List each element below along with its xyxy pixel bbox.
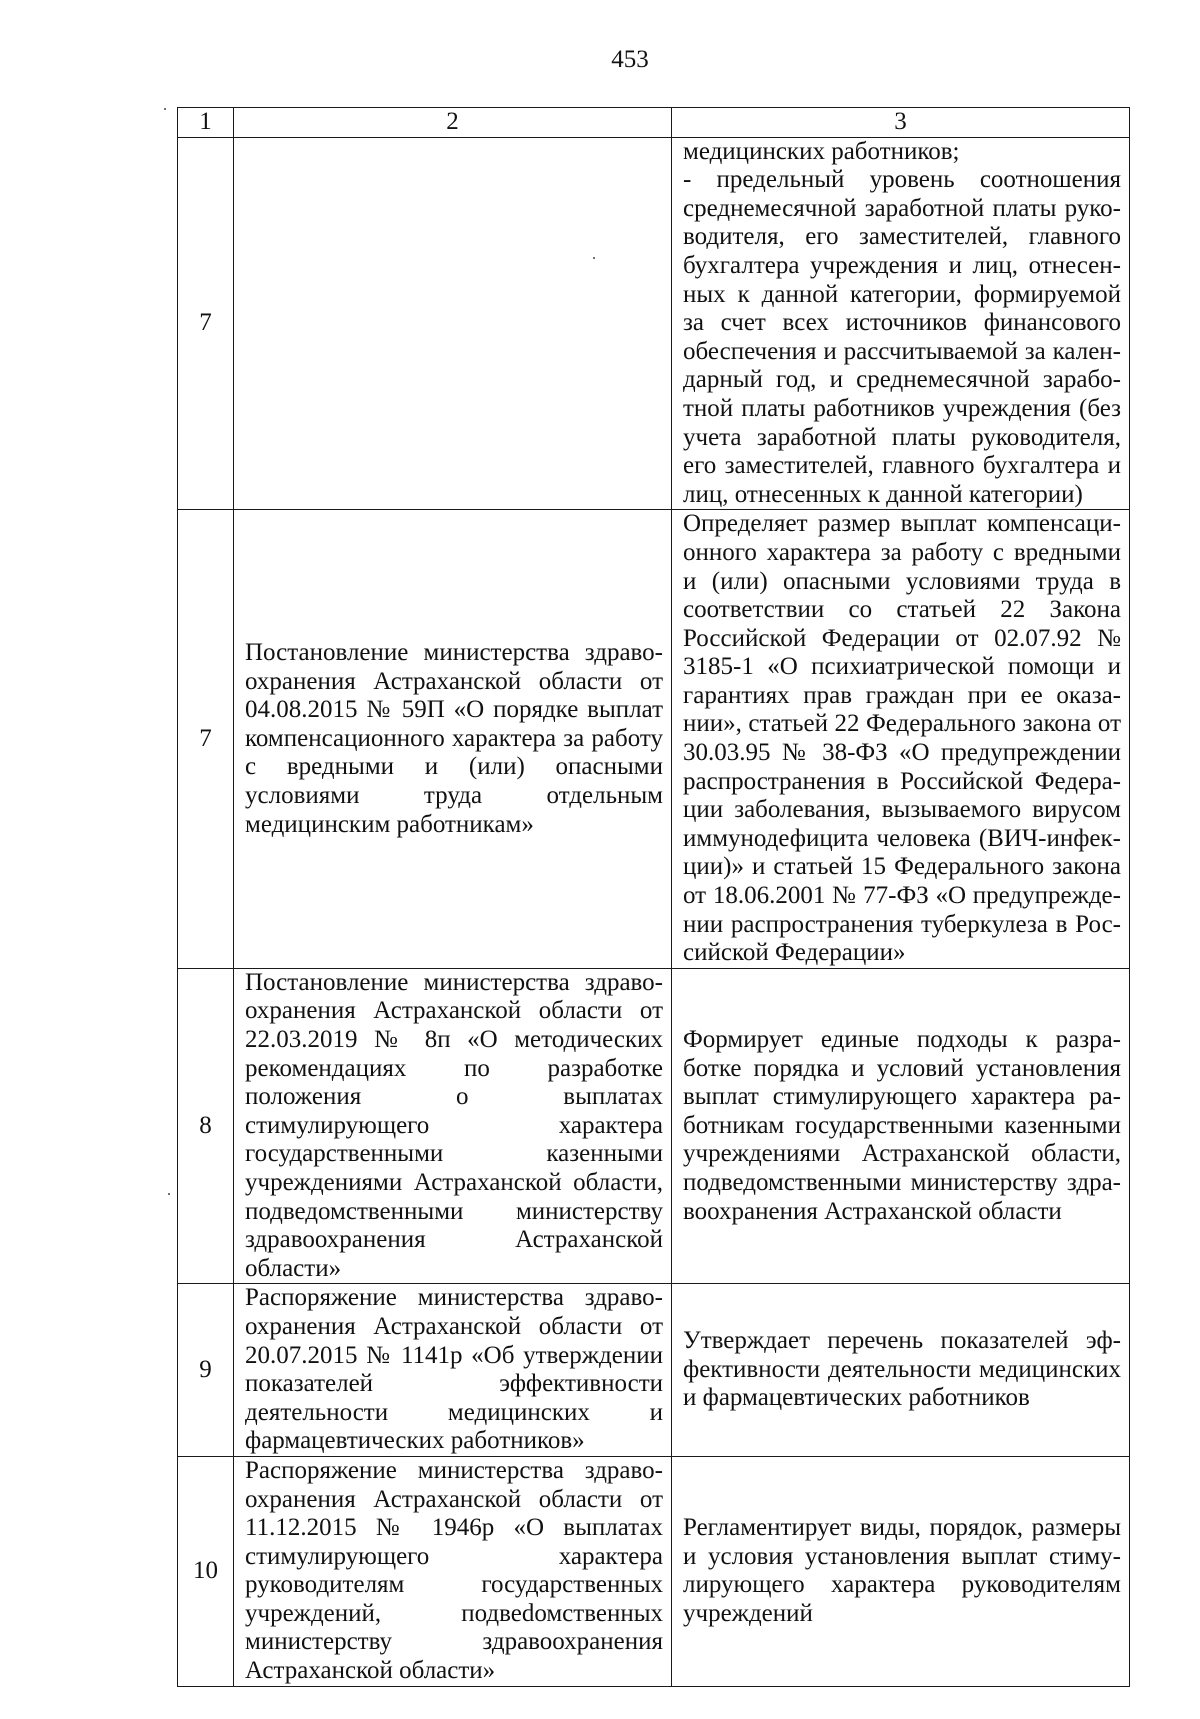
row-number: 10 [178, 1456, 234, 1686]
row-document: Распоряжение министерства здравоохранения Астраханской области от 11.12.2015 № 1946р «О выплатах стимулирующего характера руководителям государственных учреждений, подвеdомственных министерству здравоохранения Астраханской области» [234, 1456, 672, 1686]
row-number: 7 [178, 137, 234, 510]
row-description: Регламентирует виды, порядок, размеры и условия установления выплат стимулирующего характера руководителям учреждений [672, 1456, 1130, 1686]
row-number: 9 [178, 1284, 234, 1457]
table-row [178, 968, 1130, 1284]
table-header-row [178, 108, 1130, 138]
table-row [178, 510, 1130, 969]
table-row [178, 1456, 1130, 1686]
row-document [234, 137, 672, 510]
table-row [178, 1284, 1130, 1457]
row-description: Определяет размер выплат компенсационного характера за работу с вредными и (или) опасными условиями труда в соответствии со статьей 22 Закона Российской Федерации от 02.07.92 № 3185-1 «О психиатрической помощи и гарантиях прав граждан при ее оказании», статьей 22 Федерального закона от 30.03.95 № 38-ФЗ «О предупреждении распространения в Российской Федерации заболевания, вызываемого вирусом иммунодефицита человека (ВИЧ-инфекции)» и статьей 15 Федерального закона от 18.06.2001 № 77-ФЗ «О предупреждении распространения туберкулеза в Российской Федерации» [672, 510, 1130, 969]
regulations-table [177, 107, 1130, 1687]
row-document: Распоряжение министерства здравоохранения Астраханской области от 20.07.2015 № 1141р «Об утверждении показателей эффективности деятельности медицинских и фармацевтических работников» [234, 1284, 672, 1457]
header-cell-3: 3 [672, 108, 1130, 138]
row-description: медицинских работников; - предельный уровень соотношения среднемесячной заработной платы руководителя, его заместителей, главного бухгалтера учреждения и лиц, отнесенных к данной категории, формируемой за счет всех источников финансового обеспечения и рассчитываемой за календарный год, и среднемесячной заработной платы работников учреждения (без учета заработной платы руководителя, его заместителей, главного бухгалтера и лиц, отнесенных к данной категории) [672, 137, 1130, 510]
page-number: 453 [611, 46, 649, 73]
table-row [178, 137, 1130, 510]
scan-speck [168, 1193, 170, 1195]
row-description: Формирует единые подходы к разработке порядка и условий установления выплат стимулирующего характера работникам государственными казенными учреждениями Астраханской области, подведомственными министерству здравоохранения Астраханской области [672, 968, 1130, 1284]
header-cell-2: 2 [234, 108, 672, 138]
scan-speck [593, 257, 595, 259]
row-document: Постановление министерства здравоохранения Астраханской области от 22.03.2019 № 8п «О методических рекомендациях по разработке положения о выплатах стимулирующего характера государственными казенными учреждениями Астраханской области, подведомственными министерству здравоохранения Астраханской области» [234, 968, 672, 1284]
row-number: 7 [178, 510, 234, 969]
header-cell-1: 1 [178, 108, 234, 138]
row-document: Постановление министерства здравоохранения Астраханской области от 04.08.2015 № 59П «О порядке выплат компенсационного характера за работу с вредными и (или) опасными условиями труда отдельным медицинским работникам» [234, 510, 672, 969]
row-number: 8 [178, 968, 234, 1284]
row-description: Утверждает перечень показателей эффективности деятельности медицинских и фармацевтических работников [672, 1284, 1130, 1457]
scan-speck [164, 108, 166, 110]
